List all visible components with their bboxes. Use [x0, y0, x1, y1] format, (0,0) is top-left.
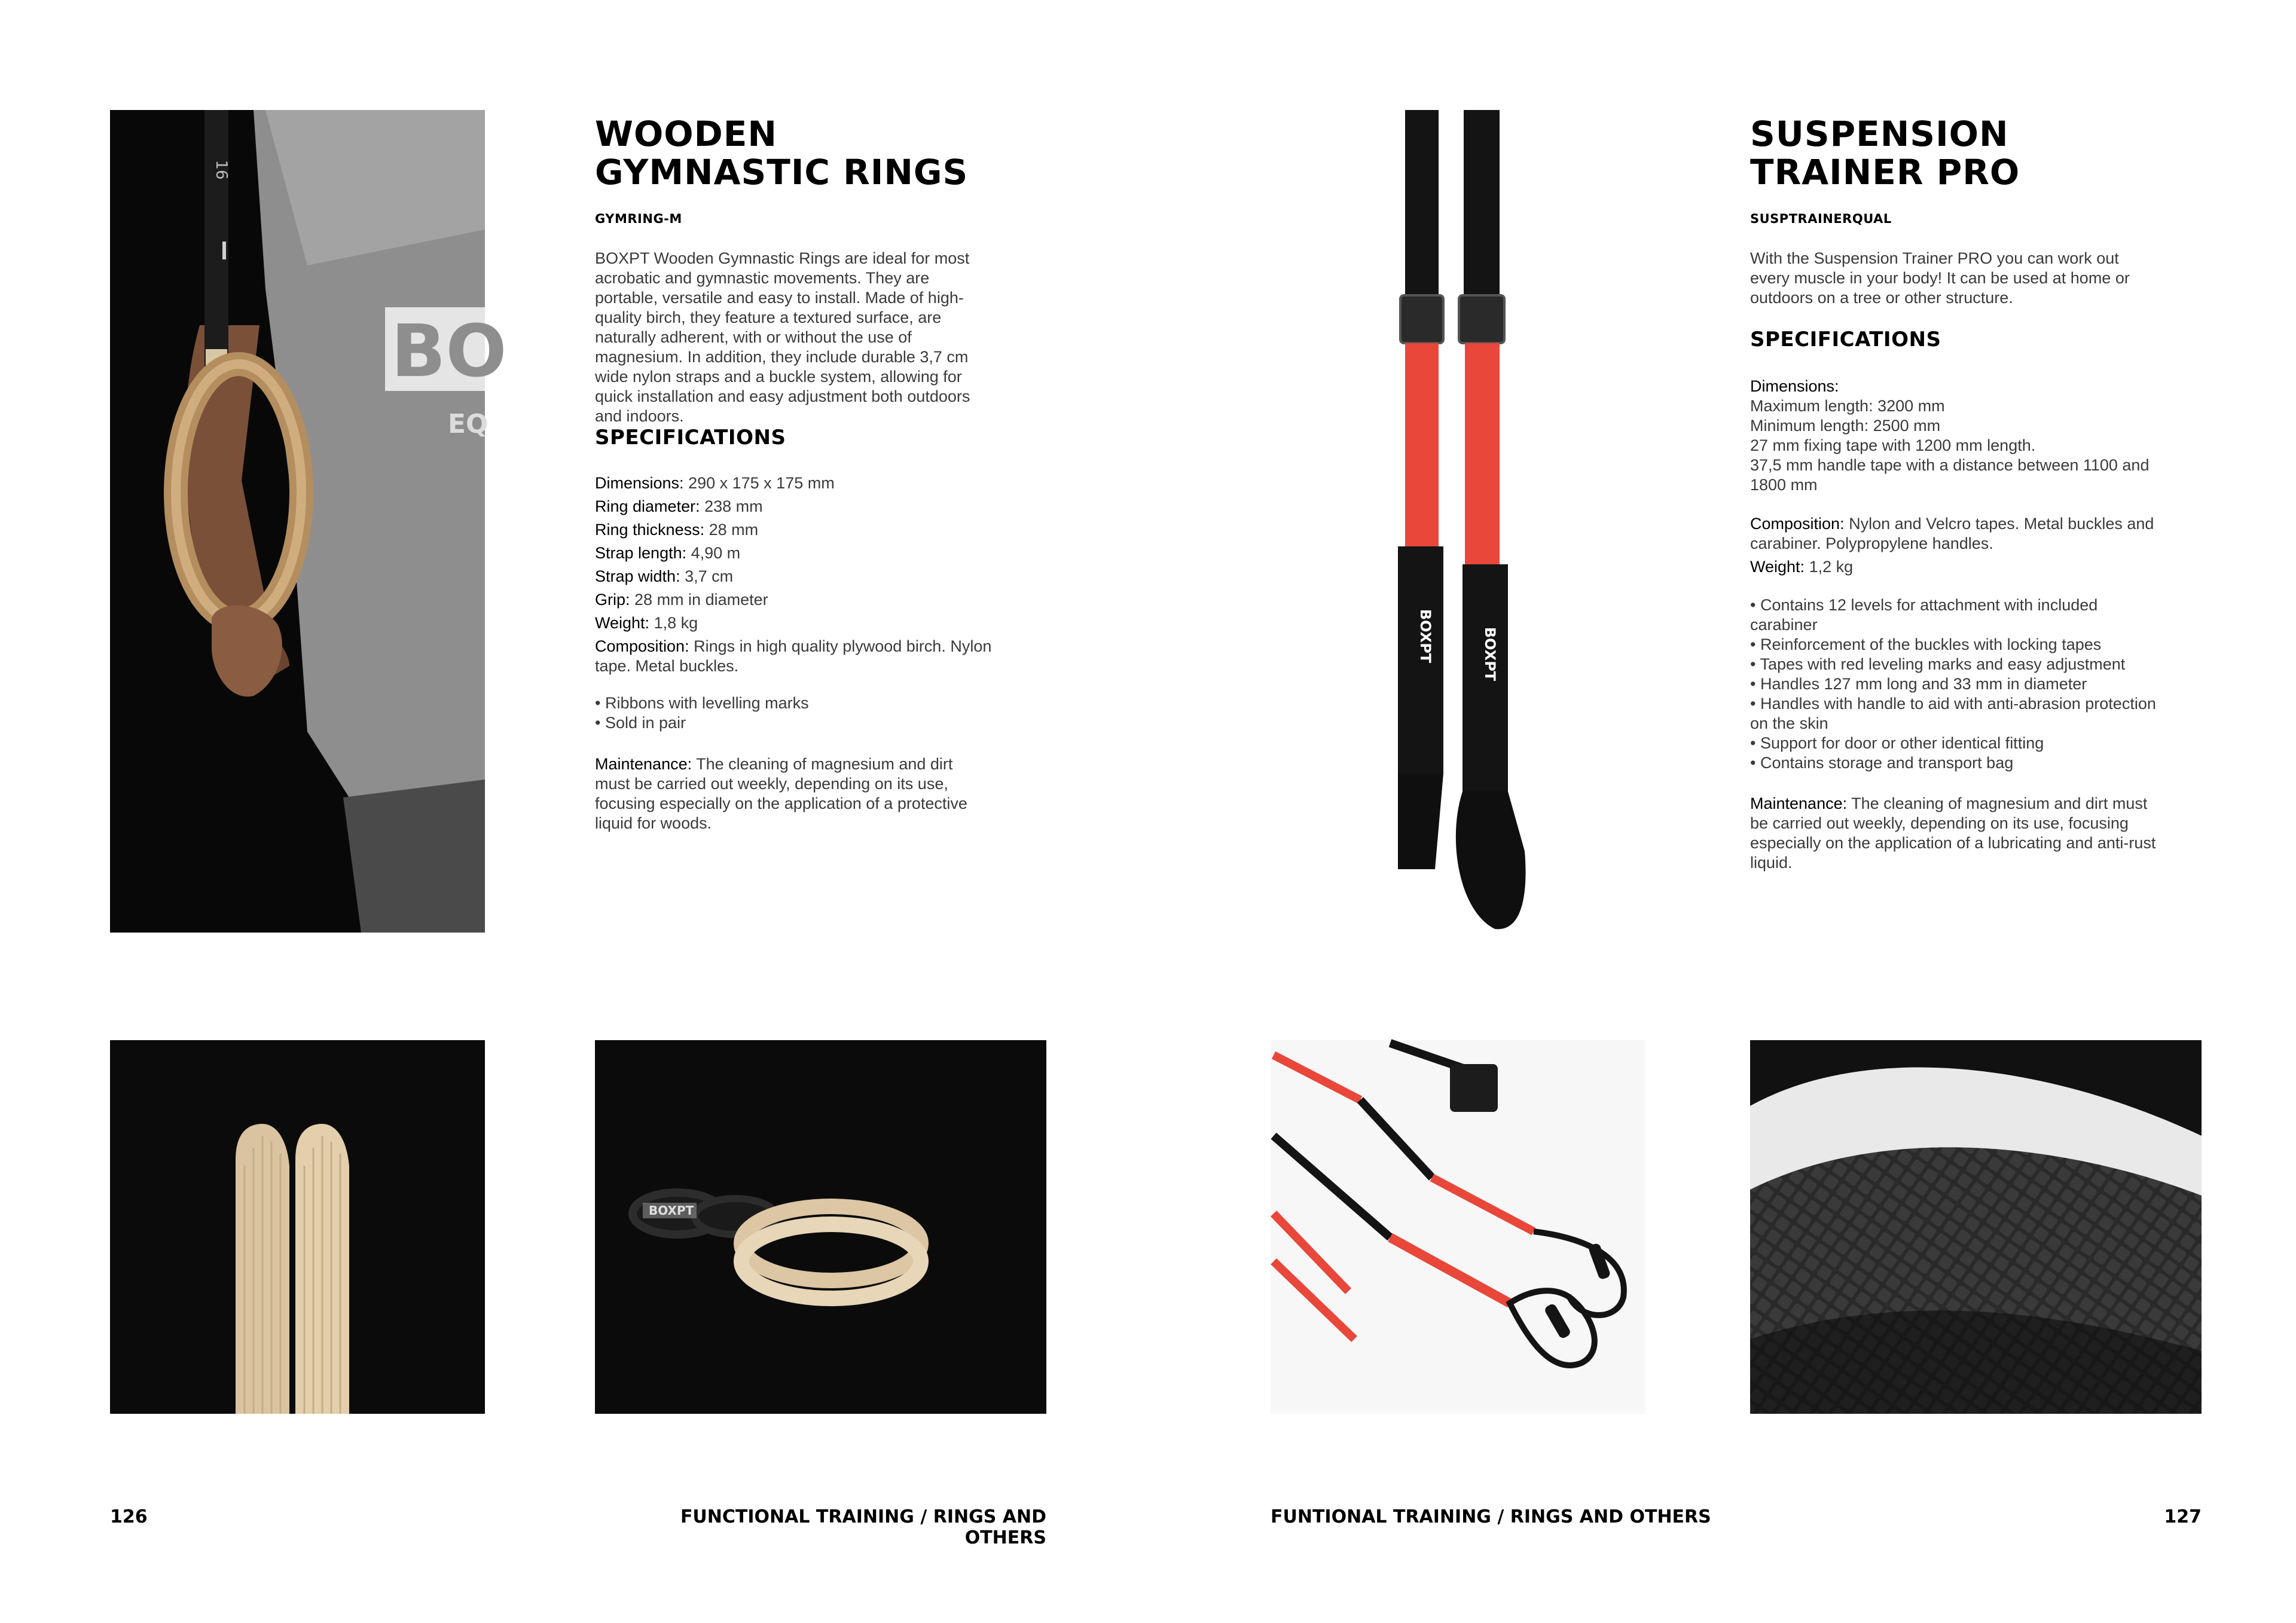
dimension-line: Minimum length: 2500 mm	[1750, 417, 1941, 435]
bullet-item: • Support for door or other identical fitting	[1750, 734, 2044, 752]
bullet-item: • Handles 127 mm long and 33 mm in diameter	[1750, 675, 2087, 693]
title-line-1: SUSPENSION	[1750, 114, 2009, 154]
feature-bullets	[1750, 595, 2157, 773]
bullet-item: • Contains 12 levels for attachment with included carabiner	[1750, 596, 2098, 634]
dimension-line: Maximum length: 3200 mm	[1750, 397, 1945, 415]
footer-section-right: FUNTIONAL TRAINING / RINGS AND OTHERS	[1271, 1506, 1711, 1527]
dimensions-block: Dimensions: Maximum length: 3200 mm Minimum length: 2500 mm 27 mm fixing tape with 1200 mm length. 37,5 mm handle tape with a distance between 1100 and 1800 mm	[1750, 377, 2157, 495]
spec-row: Grip: 28 mm in diameter	[595, 591, 768, 609]
hero-photo-suspension-trainer	[1345, 110, 1537, 933]
shirt-logo-text: BO	[391, 310, 507, 393]
specifications-list	[595, 472, 1002, 676]
spec-row: Strap length: 4,90 m	[595, 544, 741, 562]
product-title-gymnastic-rings	[595, 115, 1025, 191]
product-code: GYMRING-M	[595, 212, 682, 226]
suspension-trainer-illustration	[1345, 110, 1537, 933]
product-description: BOXPT Wooden Gymnastic Rings are ideal for most acrobatic and gymnastic movements. They are portable, versatile and easy to install. Made of high-quality birch, they feature a textured surface, are naturally adherent, with or without the use of magnesium. In addition, they include durable 3,7 cm wide nylon straps and a buckle system, allowing for quick installation and easy adjustment both outdoors and indoors.	[595, 249, 970, 425]
photo-handle-texture	[1750, 1040, 2202, 1414]
spec-row: Strap width: 3,7 cm	[595, 567, 734, 585]
athlete-ring-illustration	[110, 110, 507, 933]
specifications-heading: SPECIFICATIONS	[595, 426, 786, 450]
strap-brand-text: BOXPT	[649, 1203, 694, 1218]
title-line-2: GYMNASTIC RINGS	[595, 152, 969, 192]
page-number-right: 127	[2164, 1506, 2202, 1527]
handle-texture-illustration	[1750, 1040, 2202, 1414]
footer-section-left: FUNCTIONAL TRAINING / RINGS AND OTHERS	[680, 1506, 1046, 1548]
page-number-left: 126	[110, 1506, 148, 1527]
title-line-2: TRAINER PRO	[1750, 152, 2020, 192]
hero-photo-gymnastic-ring	[110, 110, 507, 933]
photo-rings-side-view	[110, 1040, 485, 1414]
photo-trainer-laid-out	[1271, 1040, 1645, 1414]
strap-number: 16	[212, 160, 230, 180]
bullet-item: • Sold in pair	[595, 714, 686, 732]
composition-row: Composition: Nylon and Velcro tapes. Metal buckles and carabiner. Polypropylene handles.	[1750, 515, 2154, 552]
maintenance-note: Maintenance: The cleaning of magnesium and dirt must be carried out weekly, depending on its use, focusing especially on the application of a lubricating and anti-rust liquid.	[1750, 794, 2156, 872]
bullet-item: • Tapes with red leveling marks and easy adjustment	[1750, 655, 2126, 673]
bullet-item: • Reinforcement of the buckles with locking tapes	[1750, 635, 2102, 653]
rings-straps-illustration	[595, 1040, 1046, 1414]
handle-brand-text-right: BOXPT	[1482, 626, 1498, 681]
product-title-suspension-trainer	[1750, 115, 2169, 191]
product-code: SUSPTRAINERQUAL	[1750, 212, 1892, 226]
spec-row: Ring diameter: 238 mm	[595, 497, 763, 515]
weight-row: Weight: 1,2 kg	[1750, 558, 1854, 576]
spec-row: Weight: 1,8 kg	[595, 614, 698, 632]
spec-row: Dimensions: 290 x 175 x 175 mm	[595, 474, 835, 492]
feature-bullets	[595, 693, 990, 733]
product-description: With the Suspension Trainer PRO you can work out every muscle in your body! It can be used at home or outdoors on a tree or other structure.	[1750, 249, 2130, 307]
spec-row: Composition: Rings in high quality plywood birch. Nylon tape. Metal buckles.	[595, 637, 992, 675]
rings-side-illustration	[110, 1040, 485, 1414]
handle-brand-text-left: BOXPT	[1417, 609, 1434, 664]
dimension-line: 37,5 mm handle tape with a distance between 1100 and 1800 mm	[1750, 456, 2150, 494]
dimension-line: 27 mm fixing tape with 1200 mm length.	[1750, 436, 2036, 454]
bullet-item: • Handles with handle to aid with anti-abrasion protection on the skin	[1750, 695, 2156, 732]
bullet-item: • Contains storage and transport bag	[1750, 754, 2014, 772]
shirt-logo-subtext: EQ	[448, 409, 488, 439]
photo-rings-with-straps	[595, 1040, 1046, 1414]
title-line-1: WOODEN	[595, 114, 777, 154]
maintenance-note: Maintenance: The cleaning of magnesium and dirt must be carried out weekly, depending on its use, focusing especially on the application of a protective liquid for woods.	[595, 755, 967, 832]
bullet-item: • Ribbons with levelling marks	[595, 694, 809, 712]
trainer-layout-illustration	[1271, 1040, 1645, 1414]
specifications-heading: SPECIFICATIONS	[1750, 328, 1941, 352]
spec-row: Ring thickness: 28 mm	[595, 521, 759, 539]
